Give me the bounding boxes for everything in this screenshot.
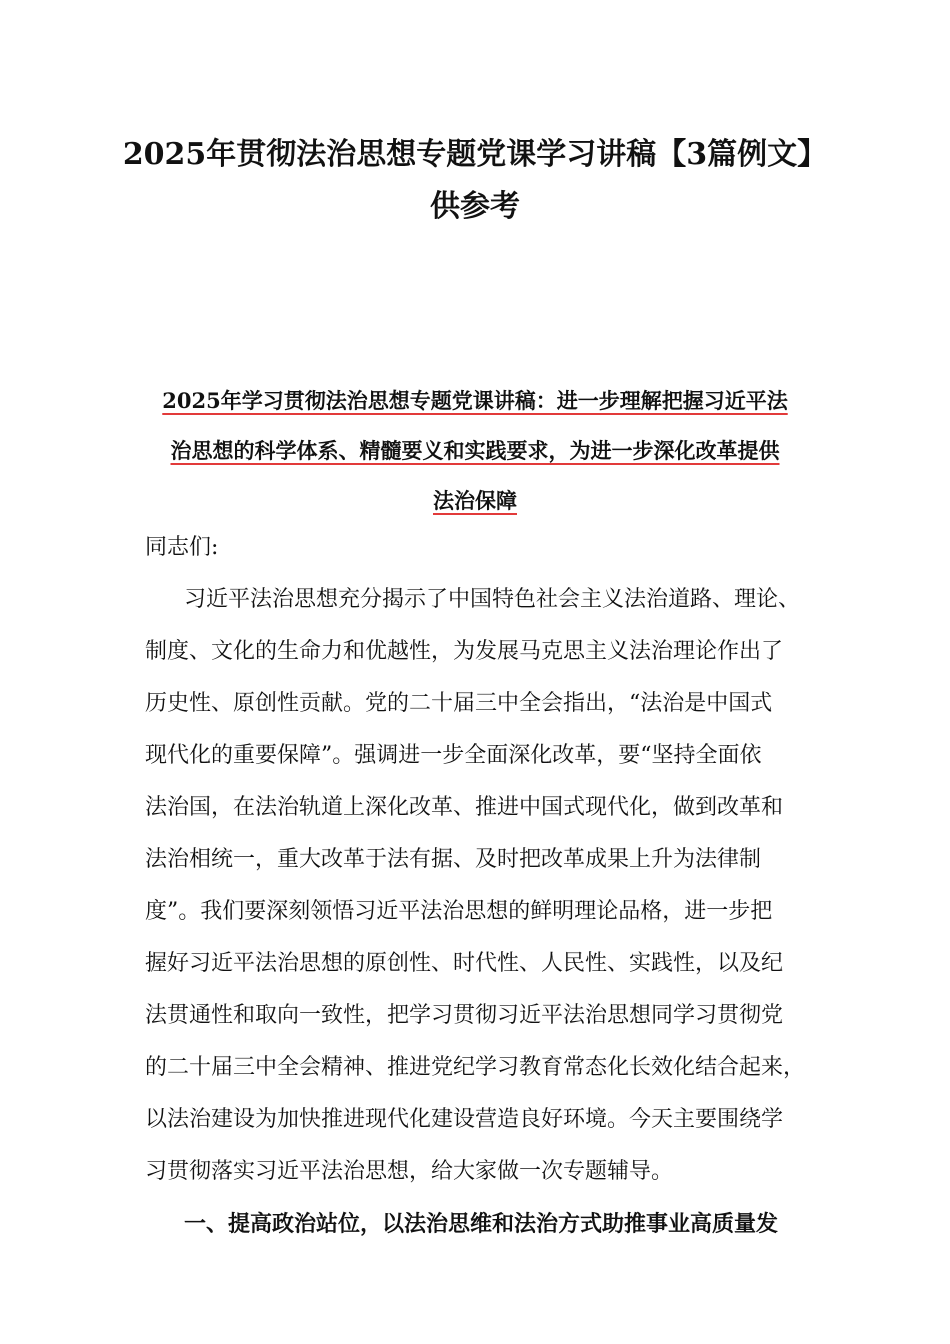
paragraph-line-10: 的二十届三中全会精神、推进党纪学习教育常态化长效化结合起来， bbox=[145, 1055, 806, 1080]
article-title-text-1: 2025年学习贯彻法治思想专题党课讲稿：进一步理解把握习近平法 bbox=[162, 388, 788, 413]
paragraph-line-12: 习贯彻落实习近平法治思想，给大家做一次专题辅导。 bbox=[145, 1159, 674, 1184]
paragraph-line-4: 现代化的重要保障”。强调进一步全面深化改革，要“坚持全面依 bbox=[145, 743, 762, 768]
paragraph-line-8: 握好习近平法治思想的原创性、时代性、人民性、实践性，以及纪 bbox=[145, 951, 784, 976]
paragraph-line-11: 以法治建设为加快推进现代化建设营造良好环境。今天主要围绕学 bbox=[145, 1107, 784, 1132]
paragraph-line-1: 习近平法治思想充分揭示了中国特色社会主义法治道路、理论、 bbox=[184, 587, 801, 612]
paragraph-line-5: 法治国，在法治轨道上深化改革、推进中国式现代化，做到改革和 bbox=[145, 795, 784, 820]
section-heading-1: 一、提高政治站位，以法治思维和法治方式助推事业高质量发 bbox=[184, 1211, 779, 1237]
article-title-text-2: 治思想的科学体系、精髓要义和实践要求，为进一步深化改革提供 bbox=[170, 438, 780, 463]
paragraph-line-6: 法治相统一，重大改革于法有据、及时把改革成果上升为法律制 bbox=[145, 847, 762, 872]
article-title-line-1 bbox=[120, 386, 830, 416]
document-title-line-2: 供参考 bbox=[430, 189, 520, 224]
salutation: 同志们: bbox=[145, 535, 219, 560]
article-title-line-2 bbox=[120, 436, 830, 466]
article-title-text-3: 法治保障 bbox=[433, 488, 517, 513]
paragraph-line-9: 法贯通性和取向一致性，把学习贯彻习近平法治思想同学习贯彻党 bbox=[145, 1003, 784, 1028]
document-title-line-1: 2025年贯彻法治思想专题党课学习讲稿【3篇例文】 bbox=[122, 137, 828, 172]
article-title-line-3 bbox=[120, 486, 830, 516]
paragraph-line-7: 度”。我们要深刻领悟习近平法治思想的鲜明理论品格，进一步把 bbox=[145, 899, 773, 924]
paragraph-line-2: 制度、文化的生命力和优越性，为发展马克思主义法治理论作出了 bbox=[145, 639, 784, 664]
paragraph-line-3: 历史性、原创性贡献。党的二十届三中全会指出，“法治是中国式 bbox=[145, 691, 773, 716]
